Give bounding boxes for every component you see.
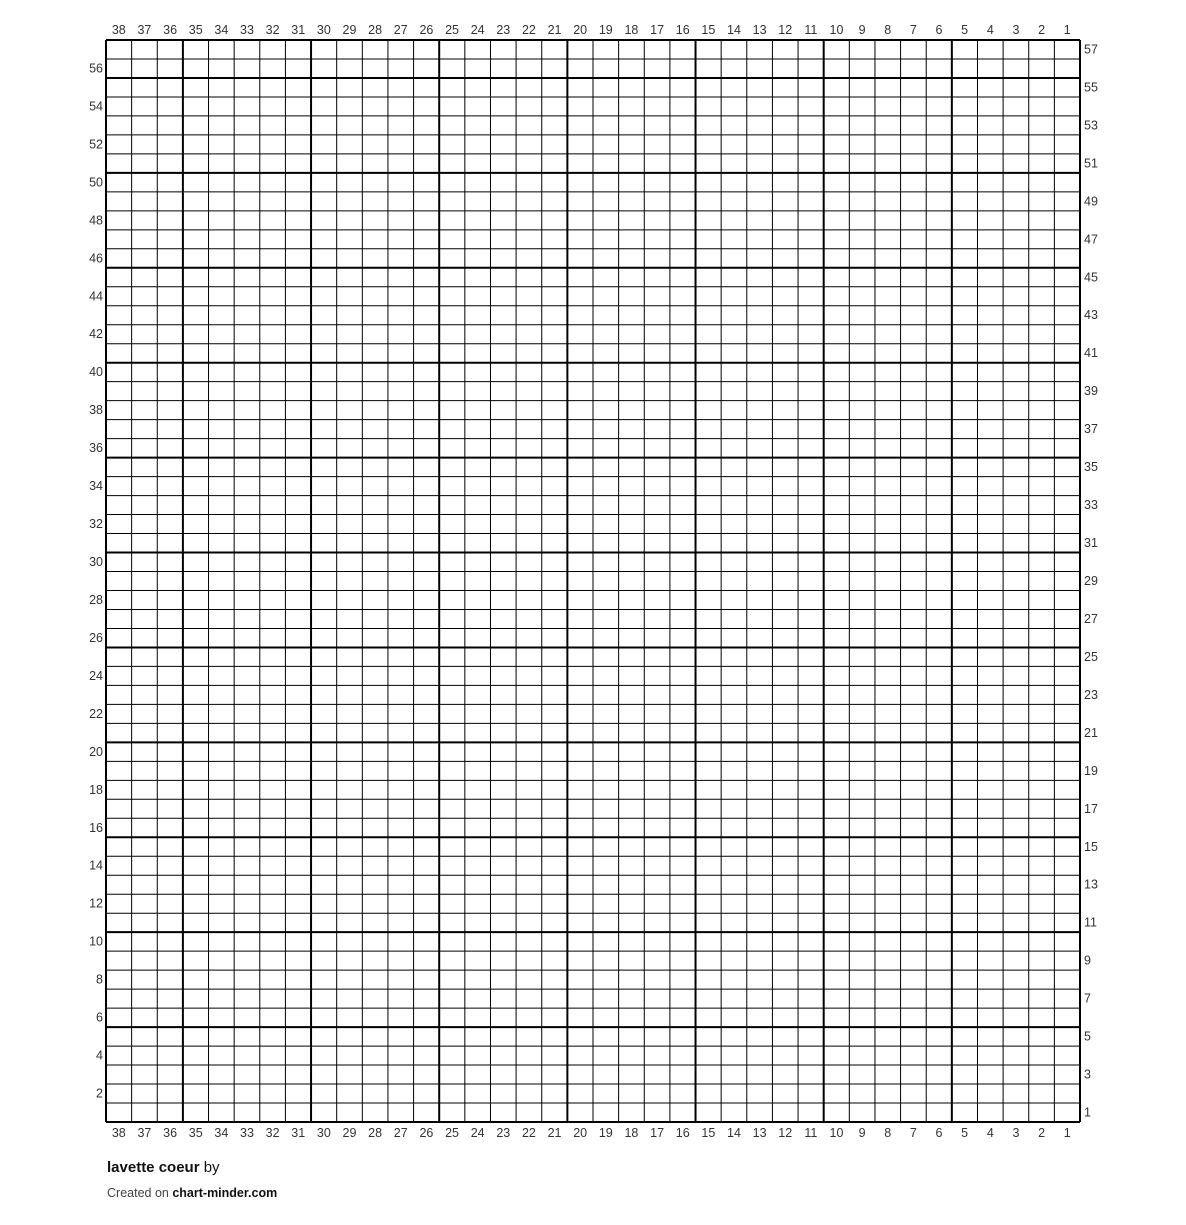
column-label-top: 26 [419, 23, 434, 37]
row-label-left: 44 [89, 289, 103, 304]
column-label-bottom: 32 [265, 1126, 280, 1140]
column-label-bottom: 20 [573, 1126, 588, 1140]
column-label-top: 9 [858, 23, 866, 37]
column-label-top: 23 [496, 23, 511, 37]
row-label-left: 12 [89, 896, 103, 911]
column-label-bottom: 4 [986, 1126, 994, 1140]
column-label-top: 36 [163, 23, 178, 37]
column-label-top: 35 [188, 23, 203, 37]
credit-line [107, 1186, 277, 1200]
column-label-bottom: 16 [675, 1126, 690, 1140]
row-label-right: 57 [1084, 42, 1098, 57]
row-label-right: 21 [1084, 725, 1098, 740]
row-label-right: 51 [1084, 156, 1098, 171]
column-label-bottom: 14 [727, 1126, 741, 1140]
column-label-top: 18 [624, 23, 639, 37]
column-label-top: 21 [547, 23, 562, 37]
column-label-bottom: 5 [961, 1126, 969, 1140]
column-label-bottom: 30 [316, 1126, 331, 1140]
column-label-top: 33 [240, 23, 254, 37]
column-label-bottom: 37 [137, 1126, 152, 1140]
row-label-left: 48 [89, 213, 103, 228]
row-label-left: 52 [89, 137, 103, 152]
column-label-top: 17 [650, 23, 665, 37]
row-label-right: 45 [1084, 270, 1098, 285]
column-label-top: 13 [752, 23, 767, 37]
column-label-bottom: 35 [188, 1126, 203, 1140]
chart-minder-link[interactable]: chart-minder.com [172, 1186, 278, 1200]
row-label-right: 55 [1084, 80, 1098, 95]
row-label-left: 22 [89, 706, 103, 721]
row-label-right: 39 [1084, 384, 1098, 399]
column-label-top: 11 [804, 23, 818, 37]
column-label-bottom: 24 [470, 1126, 485, 1140]
column-label-bottom: 18 [624, 1126, 639, 1140]
column-label-bottom: 8 [884, 1126, 892, 1140]
column-label-bottom: 27 [393, 1126, 408, 1140]
column-label-top: 37 [137, 23, 152, 37]
row-label-left: 26 [89, 630, 103, 645]
chart-title-line [107, 1159, 220, 1176]
created-on-label: Created on [107, 1186, 169, 1200]
column-label-bottom: 12 [778, 1126, 793, 1140]
column-label-bottom: 29 [342, 1126, 357, 1140]
column-label-bottom: 11 [804, 1126, 818, 1140]
row-label-left: 20 [89, 744, 103, 759]
column-label-top: 24 [470, 23, 485, 37]
row-label-left: 56 [89, 61, 103, 76]
row-label-left: 16 [89, 820, 103, 835]
column-label-bottom: 36 [163, 1126, 178, 1140]
column-label-top: 5 [961, 23, 969, 37]
chart-author-by: by [203, 1159, 220, 1176]
column-label-bottom: 15 [701, 1126, 716, 1140]
column-label-top: 7 [909, 23, 917, 37]
chart-title: lavette coeur [107, 1159, 200, 1176]
column-label-top: 3 [1012, 23, 1020, 37]
row-label-right: 31 [1084, 536, 1098, 551]
row-label-right: 9 [1084, 953, 1091, 968]
row-label-right: 15 [1084, 839, 1098, 854]
row-label-left: 30 [89, 555, 103, 570]
row-label-right: 41 [1084, 346, 1098, 361]
row-label-right: 53 [1084, 118, 1098, 133]
column-label-bottom: 25 [445, 1126, 459, 1140]
column-label-bottom: 26 [419, 1126, 434, 1140]
row-label-right: 1 [1084, 1105, 1091, 1120]
column-label-top: 34 [214, 23, 229, 37]
row-label-right: 35 [1084, 460, 1098, 475]
column-label-bottom: 3 [1012, 1126, 1020, 1140]
column-label-bottom: 31 [291, 1126, 306, 1140]
column-label-top: 22 [521, 23, 536, 37]
column-label-top: 19 [598, 23, 613, 37]
column-label-bottom: 28 [368, 1126, 383, 1140]
column-label-top: 12 [778, 23, 793, 37]
column-label-bottom: 9 [858, 1126, 866, 1140]
row-label-left: 46 [89, 251, 103, 266]
column-label-top: 8 [884, 23, 892, 37]
column-label-bottom: 34 [214, 1126, 229, 1140]
column-label-top: 4 [986, 23, 994, 37]
column-label-top: 27 [393, 23, 408, 37]
row-label-left: 28 [89, 592, 103, 607]
column-label-top: 14 [727, 23, 741, 37]
row-label-right: 11 [1084, 915, 1097, 930]
column-label-top: 30 [316, 23, 331, 37]
column-label-top: 32 [265, 23, 280, 37]
column-label-top: 31 [291, 23, 306, 37]
row-label-left: 54 [89, 99, 103, 114]
row-label-left: 4 [96, 1048, 103, 1063]
row-label-right: 23 [1084, 687, 1098, 702]
column-label-top: 15 [701, 23, 716, 37]
row-label-left: 6 [96, 1010, 103, 1025]
row-label-right: 33 [1084, 498, 1098, 513]
row-label-left: 38 [89, 403, 103, 418]
column-label-bottom: 2 [1038, 1126, 1046, 1140]
row-label-left: 18 [89, 782, 103, 797]
column-label-top: 38 [111, 23, 126, 37]
row-label-right: 5 [1084, 1029, 1091, 1044]
column-label-top: 20 [573, 23, 588, 37]
column-label-bottom: 23 [496, 1126, 511, 1140]
column-label-bottom: 33 [240, 1126, 254, 1140]
column-label-bottom: 22 [521, 1126, 536, 1140]
column-label-top: 1 [1063, 23, 1071, 37]
row-label-left: 14 [89, 858, 103, 873]
row-label-right: 29 [1084, 574, 1098, 588]
column-label-top: 28 [368, 23, 383, 37]
column-label-top: 25 [445, 23, 459, 37]
row-label-left: 36 [89, 441, 103, 456]
column-label-top: 29 [342, 23, 357, 37]
row-label-right: 49 [1084, 194, 1098, 209]
row-label-right: 25 [1084, 649, 1098, 664]
column-label-bottom: 19 [598, 1126, 613, 1140]
row-label-right: 19 [1084, 763, 1098, 778]
column-label-bottom: 13 [752, 1126, 767, 1140]
row-label-left: 2 [96, 1086, 103, 1101]
row-label-right: 37 [1084, 422, 1098, 437]
row-label-left: 32 [89, 517, 103, 532]
column-label-bottom: 38 [111, 1126, 126, 1140]
row-label-right: 7 [1084, 991, 1091, 1006]
row-label-right: 13 [1084, 877, 1098, 892]
row-label-right: 43 [1084, 308, 1098, 323]
column-label-bottom: 17 [650, 1126, 665, 1140]
column-label-bottom: 10 [829, 1126, 844, 1140]
column-label-top: 10 [829, 23, 844, 37]
row-label-left: 40 [89, 365, 103, 380]
column-label-top: 2 [1038, 23, 1046, 37]
row-label-left: 42 [89, 327, 103, 342]
column-label-bottom: 1 [1063, 1126, 1071, 1140]
column-label-bottom: 21 [547, 1126, 562, 1140]
column-label-bottom: 6 [935, 1126, 943, 1140]
column-label-bottom: 7 [909, 1126, 917, 1140]
row-label-left: 50 [89, 175, 103, 190]
column-label-top: 16 [675, 23, 690, 37]
row-label-right: 27 [1084, 611, 1098, 626]
row-label-right: 3 [1084, 1067, 1091, 1082]
row-label-left: 8 [96, 972, 103, 987]
row-label-left: 34 [89, 479, 103, 494]
row-label-left: 10 [89, 934, 103, 949]
row-label-right: 47 [1084, 232, 1098, 247]
row-label-right: 17 [1084, 801, 1098, 816]
row-label-left: 24 [89, 668, 103, 683]
column-label-top: 6 [935, 23, 943, 37]
